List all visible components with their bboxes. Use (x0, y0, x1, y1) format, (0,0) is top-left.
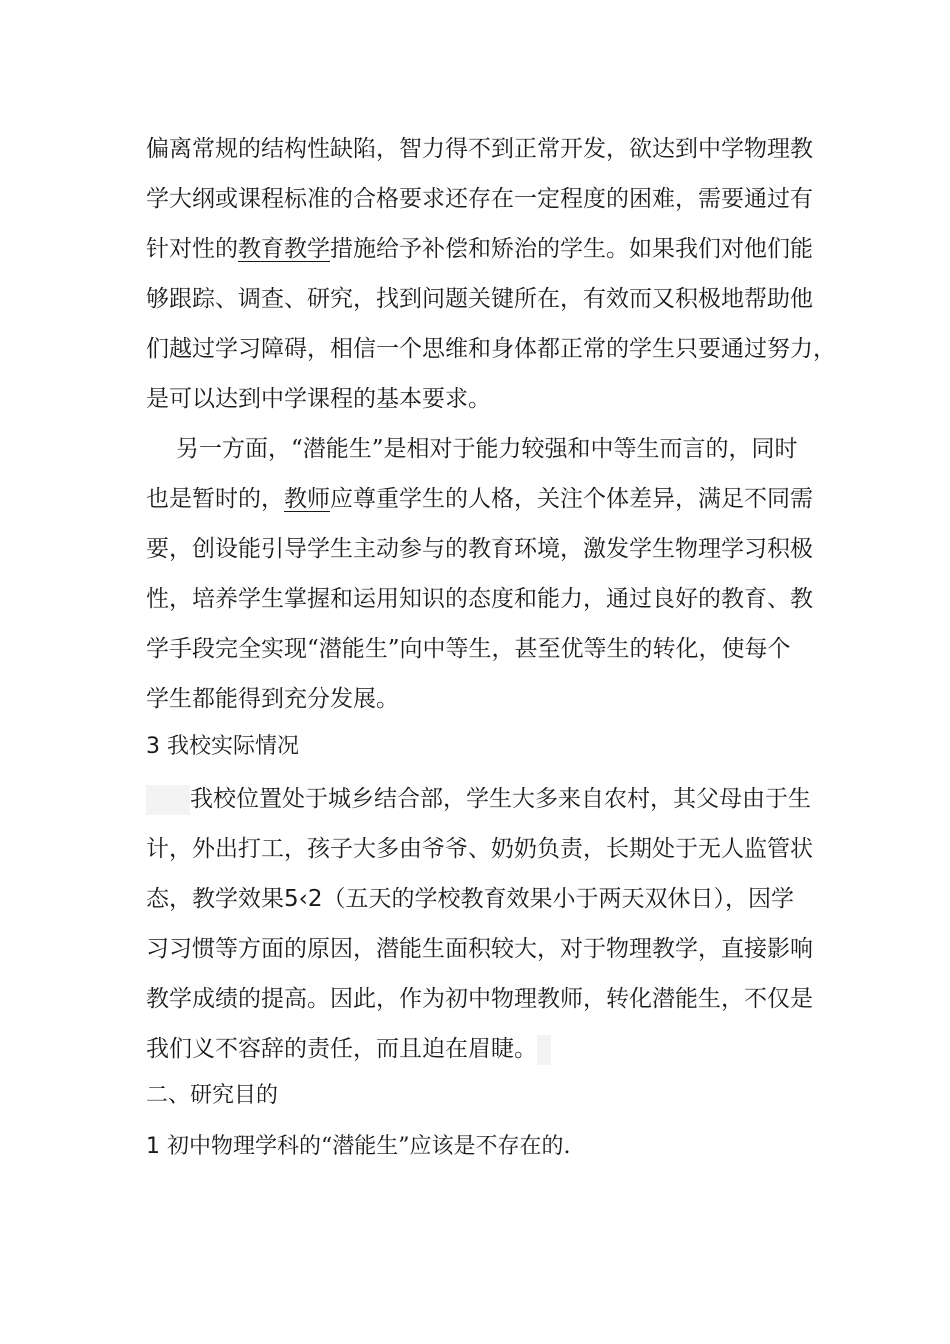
trailing-shade (537, 1035, 551, 1065)
paragraph-3-line-1-text: 我校位置处于城乡结合部，学生大多来自农村，其父母由于生 (190, 786, 811, 812)
paragraph-3-line-5: 教学成绩的提高。因此，作为初中物理教师，转化潜能生，不仅是 (146, 986, 813, 1012)
paragraph-1-line-6: 是可以达到中学课程的基本要求。 (146, 386, 491, 412)
paragraph-2-line-3: 要，创设能引导学生主动参与的教育环境，激发学生物理学习积极 (146, 536, 813, 562)
section-3-heading (146, 727, 299, 767)
teacher-link[interactable]: 教师 (284, 486, 330, 512)
paragraph-2-line-5: 学手段完全实现“潜能生”向中等生，甚至优等生的转化，使每个 (146, 636, 791, 662)
paragraph-1-line-3-pre: 针对性的 (146, 236, 238, 262)
paragraph-2-line-4: 性，培养学生掌握和运用知识的态度和能力，通过良好的教育、教 (146, 586, 813, 612)
section-3-number: 3 (146, 734, 160, 759)
paragraph-1-line-1: 偏离常规的结构性缺陷，智力得不到正常开发，欲达到中学物理教 (146, 136, 813, 162)
paragraph-3-line-2: 计，外出打工，孩子大多由爷爷、奶奶负责，长期处于无人监管状 (146, 836, 813, 862)
formula-5-less-2: 5‹2 (284, 886, 323, 912)
section-3-title: 我校实际情况 (167, 734, 300, 759)
indent-shade (146, 785, 190, 815)
paragraph-1-line-3-post: 措施给予补偿和矫治的学生。如果我们对他们能 (330, 236, 813, 262)
paragraph-1-line-4: 够跟踪、调查、研究，找到问题关键所在，有效而又积极地帮助他 (146, 286, 813, 312)
paragraph-3 (146, 774, 813, 1074)
item-1-number: 1 (146, 1134, 160, 1159)
item-1 (146, 1127, 571, 1167)
paragraph-2-line-1: 另一方面，“潜能生”是相对于能力较强和中等生而言的，同时 (176, 436, 798, 462)
paragraph-1-line-3 (146, 224, 813, 274)
paragraph-3-line-4: 习习惯等方面的原因，潜能生面积较大，对于物理教学，直接影响 (146, 936, 813, 962)
paragraph-3-line-1 (146, 774, 811, 824)
paragraph-1 (146, 124, 836, 424)
paragraph-3-line-6 (146, 1024, 806, 1074)
paragraph-1-line-2: 学大纲或课程标准的合格要求还存在一定程度的困难，需要通过有 (146, 186, 813, 212)
paragraph-2-line-2-pre: 也是暂时的， (146, 486, 284, 512)
paragraph-3-line-6-text: 我们义不容辞的责任，而且迫在眉睫。 (146, 1036, 537, 1062)
item-1-text: 初中物理学科的“潜能生”应该是不存在的. (167, 1134, 571, 1159)
paragraph-2-line-2 (146, 474, 813, 524)
paragraph-2 (146, 424, 813, 724)
education-teaching-link[interactable]: 教育教学 (238, 236, 330, 262)
paragraph-3-line-3-post: （五天的学校教育效果小于两天双休日），因学 (322, 886, 794, 912)
paragraph-3-line-3-pre: 态，教学效果 (146, 886, 284, 912)
paragraph-3-line-3 (146, 874, 806, 924)
section-two-heading: 二、研究目的 (146, 1083, 279, 1108)
paragraph-1-line-5: 们越过学习障碍，相信一个思维和身体都正常的学生只要通过努力， (146, 336, 836, 362)
paragraph-2-line-6: 学生都能得到充分发展。 (146, 686, 399, 712)
paragraph-2-line-2-post: 应尊重学生的人格，关注个体差异，满足不同需 (330, 486, 813, 512)
